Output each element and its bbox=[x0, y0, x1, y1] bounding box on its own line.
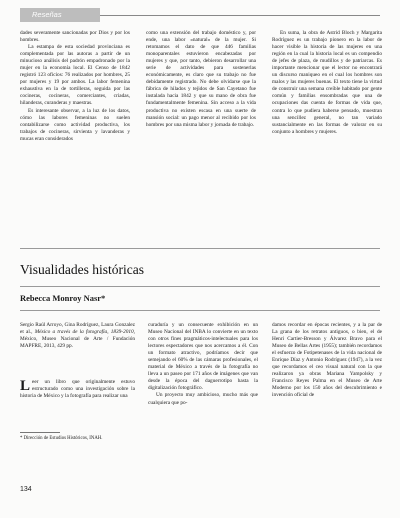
citation-book-title: México a través de la fotografía, 1839-2010, bbox=[34, 329, 135, 335]
header-rule bbox=[100, 15, 380, 16]
section-label: Reseñas bbox=[20, 8, 100, 22]
paragraph: La estampa de esta sociedad provinciana es complementada por las autoras a partir de un minucioso análisis del padrón empadronado por la mujer en la economía local. El Censo de 1842 registró 123 oficios: 76 realizados por hombres, 25 por mujeres y 19 por ambos. La labor femenina exhaustiva en la de tortilleras, seguida por las cocineras, cocineras, comerciantes, criadas, hilanderas, curanderas y maestras. bbox=[20, 44, 130, 107]
review-column-3 bbox=[272, 322, 382, 400]
review-column-1 bbox=[20, 379, 135, 400]
drop-cap: L bbox=[20, 378, 31, 394]
review-title: Visualidades históricas bbox=[20, 262, 145, 277]
review-author: Rebecca Monroy Nasr* bbox=[20, 293, 106, 303]
paragraph: dades severamente sancionadas por Dios y por los hombres. bbox=[20, 30, 130, 44]
title-divider bbox=[20, 286, 380, 287]
paragraph: como una extensión del trabajo doméstico y, por ende, una labor «natural» de la mujer. Si retomamos el dato de que 446 familias monoparentales estuvieron encabezadas por mujeres y que, por tanto, debieron desarrollar una serie de actividades para sostenerlas económicamente, es claro que su trabajo no fue debidamente registrado. No debe olvidarse que la fábrica de hilados y tejidos de San Cayetano fue instalada hacia 1842 y que su mano de obra fue fundamentalmente femenina. Sin acceso a la vida productiva no existen escasa en una suerte de mansión social: un pago menor al recibido por los hombres por una misma labor y jornada de trabajo. bbox=[146, 30, 256, 128]
page-number: 134 bbox=[20, 486, 32, 493]
paragraph: Un proyecto muy ambicioso, mucho más que cualquiera que po- bbox=[148, 392, 258, 406]
review-column-2 bbox=[148, 322, 258, 407]
footnote-rule bbox=[20, 432, 60, 433]
paragraph: curaduría y un consecuente exhibición en un Museo Nacional del INBA lo convierte en un texto con otros fines pragmáticos-intelectuales para los lectores espectadores que nos acercamos a él. Con un formato atractivo, podríamos decir que semejando el 60% de las cámaras profesionales, el material de México a través de la fotografía no lleva a un paseo por 171 años de imágenes que van desde la época del daguerrotipo hasta la digitalización fotográfico. bbox=[148, 322, 258, 392]
paragraph bbox=[20, 379, 135, 400]
previous-review-column-1 bbox=[20, 30, 130, 143]
citation-authors: Sergio Raúl Arroyo, Gina Rodríguez, Laura Gonzalez et al., bbox=[20, 322, 135, 335]
section-divider bbox=[20, 248, 380, 249]
paragraph: En suma, la obra de Astrid Bloch y Margarita Rodríguez es un trabajo pionero en la labor de hacer visible la historia de las mujeres en una región en la cual la historia local es un compendio de jefes de plaza, de mudillos y de patriarcas. Es importante mencionar que el lector no encontrará un discurso maniqueo en el cual los hombres son malos y las mujeres buenas. El texto tiene la virtud de construir una semana creíble habitado por gente común y familias ensombradas que una de ocupaciones das cuenta de formas de vida que, contra lo que pudiera haberse pensado, muestran una sencillez general, no tan variado sustancialmente en las formas de valorar en su conjunto a hombres y mujeres. bbox=[272, 30, 382, 135]
previous-review-column-3 bbox=[272, 30, 382, 136]
author-divider bbox=[20, 310, 380, 311]
author-footnote: * Dirección de Estudios Históricos, INAH. bbox=[20, 436, 103, 441]
book-citation bbox=[20, 322, 135, 350]
opening-text: eer un libro que originalmente estuvo estructurado como una investigación sobre la historia de México y la fotografía para realizar una bbox=[20, 379, 135, 400]
citation-publisher: México, Museo Nacional de Arte / Fundación MAPFRE, 2013, 429 pp. bbox=[20, 336, 135, 349]
paragraph: Es interesante observar, a la luz de los datos, cómo las labores femeninas no suelen contabilizarse como actividad productiva, los trabajos de cocineras, sirvienta y lavanderas y mucas eran considerados bbox=[20, 107, 130, 142]
previous-review-column-2 bbox=[146, 30, 256, 129]
running-header bbox=[20, 8, 380, 22]
paragraph: damos recordar en épocas recientes, y a la par de La grana de los retratos antiguos, o bien, el de Henri Cartier-Bresson y Álvarez Bravo para el Museo de Bellas Artes (1955); también recordamos el esfuerzo de Fotipetenases de la vida nacional de Enrique Díaz y Antonio Rodríguez (1947), a la vez que recordamos el ceo visual natural con la que realizaron ya obras Mariana Yampolsky y Francisco Reyes Palma en el Museo de Arte Moderno por los 150 años del descubrimiento e invención oficial de bbox=[272, 322, 382, 399]
